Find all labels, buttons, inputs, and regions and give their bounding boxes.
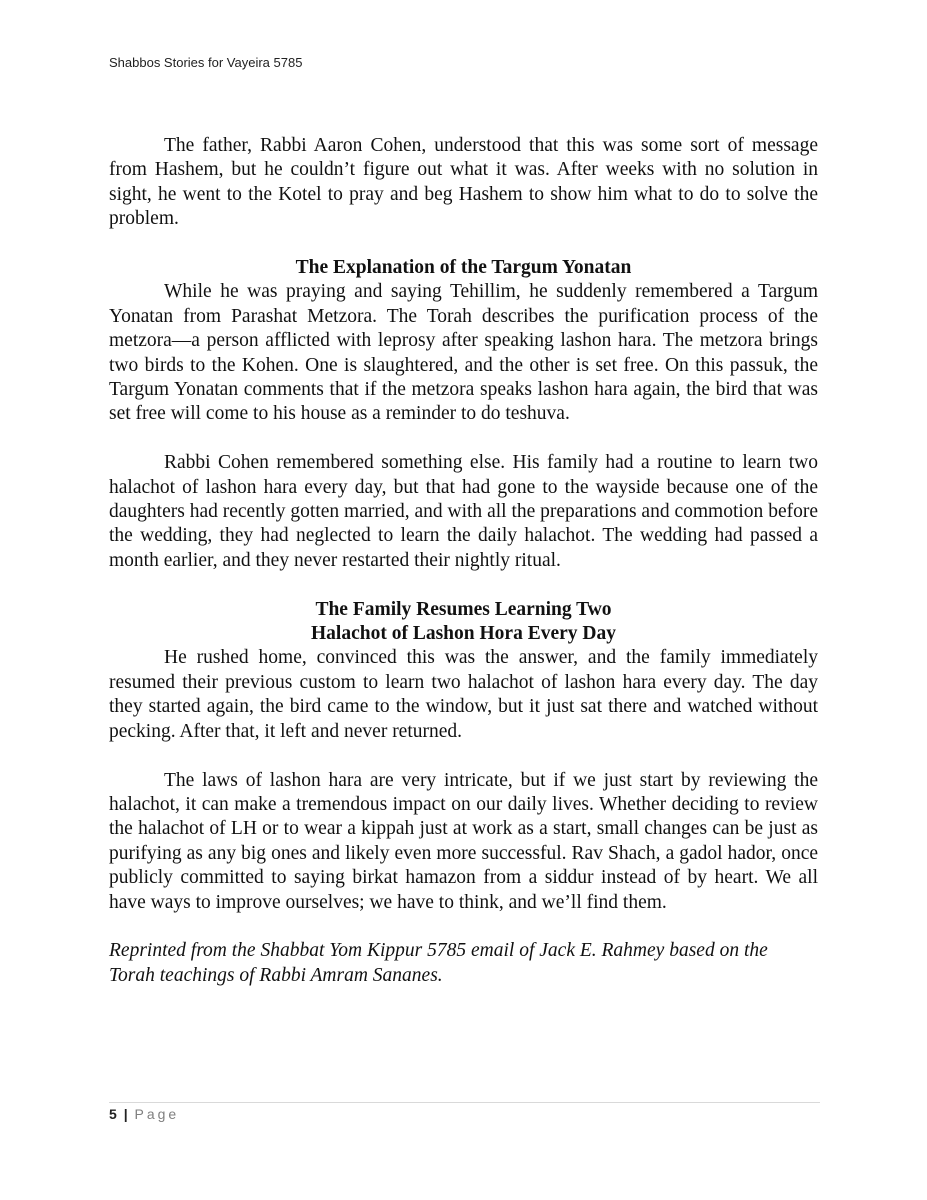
paragraph-targum-explanation: While he was praying and saying Tehillim, he suddenly remembered a Targum Yonatan from Parashat Metzora. The Torah describes the purification process of the metzora—a person afflicted with leprosy after speaking lashon hara. The metzora brings two birds to the Kohen. One is slaughtered, and the other is set free. On this passuk, the Targum Yonatan comments that if the metzora speaks lashon hara again, the bird that was set free will come to his house as a reminder to do teshuva. xyxy=(109,281,818,425)
footer-divider xyxy=(109,1102,820,1103)
section-heading-line-2: Halachot of Lashon Hora Every Day xyxy=(311,623,616,645)
article-body xyxy=(109,134,818,988)
paragraph-resumed-learning: He rushed home, convinced this was the answer, and the family immediately resumed their previous custom to learn two halachot of lashon hara every day. The day they started again, the bird came to the window, but it just sat there and watched without pecking. After that, it left and never returned. xyxy=(109,647,818,742)
section-heading-line-1: The Family Resumes Learning Two xyxy=(315,598,612,620)
section-heading-family-resumes xyxy=(109,598,818,647)
page-label: Page xyxy=(134,1106,180,1122)
running-header: Shabbos Stories for Vayeira 5785 xyxy=(109,55,303,70)
reprint-credit: Reprinted from the Shabbat Yom Kippur 5785 email of Jack E. Rahmey based on the Torah teachings of Rabbi Amram Sananes. xyxy=(109,940,768,986)
paragraph-family-routine: Rabbi Cohen remembered something else. His family had a routine to learn two halachot of lashon hara every day, but that had gone to the wayside because one of the daughters had recently gotten married, and with all the preparations and commotion before the wedding, they had neglected to learn the daily halachot. The wedding had passed a month earlier, and they never restarted their nightly ritual. xyxy=(109,452,818,571)
page-footer xyxy=(109,1106,179,1122)
page-number: 5 xyxy=(109,1106,117,1122)
section-heading-targum-yonatan: The Explanation of the Targum Yonatan xyxy=(295,257,632,279)
footer-separator: | xyxy=(123,1106,128,1122)
paragraph-rabbi-cohen-prayer: The father, Rabbi Aaron Cohen, understood that this was some sort of message from Hashem, but he couldn’t figure out what it was. After weeks with no solution in sight, he went to the Kotel to pray and beg Hashem to show him what to do to solve the problem. xyxy=(109,135,818,230)
paragraph-laws-of-lashon-hara: The laws of lashon hara are very intricate, but if we just start by reviewing the halachot, it can make a tremendous impact on our daily lives. Whether deciding to review the halachot of LH or to wear a kippah just at work as a start, small changes can be just as purifying as any big ones and likely even more successful. Rav Shach, a gadol hador, once publicly committed to saying birkat hamazon from a siddur instead of by heart. We all have ways to improve ourselves; we have to think, and we’ll find them. xyxy=(109,769,818,913)
